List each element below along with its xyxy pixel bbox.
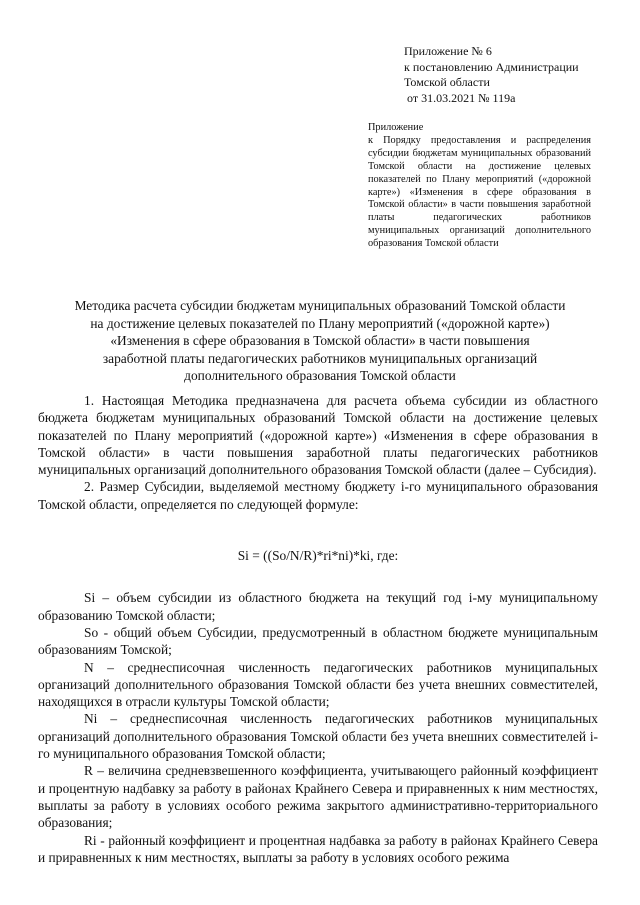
annex-header xyxy=(404,44,604,106)
annex-line: Приложение № 6 xyxy=(404,44,492,58)
definition-ri: Ri - районный коэффициент и процентная надбавка за работу в районах Крайнего Севера и приравненных к ним местностях, выплаты за работу в условиях особого режима xyxy=(38,832,598,865)
title-line: Методика расчета субсидии бюджетам муниципальных образований Томской области xyxy=(74,298,566,313)
definition-r: R – величина средневзвешенного коэффициента, учитывающего районный коэффициент и процентную надбавку за работу в районах Крайнего Севера и приравненных к ним местностях, выплаты за работу в условиях особого режима закрытого административно-территориального образования; xyxy=(38,763,598,831)
definition-so: So - общий объем Субсидии, предусмотренный в областном бюджете муниципальным образованиям Томской; xyxy=(38,624,598,658)
title-line: на достижение целевых показателей по Плану мероприятий («дорожной карте») xyxy=(90,315,550,331)
annex-line: Томской области xyxy=(404,75,490,89)
annex-line: от 31.03.2021 № 119а xyxy=(404,90,516,105)
annex-sub-text: к Порядку предоставления и распределения субсидии бюджетам муниципальных образований Томской области на достижение целевых показателей по Плану мероприятий («дорожной карте») «Изменения в сфере образования в Томской области» в части повышения заработной платы педагогических работников муниципальных организаций дополнительного образования Томской области xyxy=(368,134,591,250)
document-title xyxy=(40,297,600,385)
definition-ni: Ni – среднесписочная численность педагогических работников муниципальных организаций дополнительного образования Томской области без учета внешних совместителей i-го муниципального образования Томской области; xyxy=(38,711,598,762)
title-line: «Изменения в сфере образования в Томской области» в части повышения xyxy=(110,333,530,349)
paragraph-2: 2. Размер Субсидии, выделяемой местному бюджету i-го муниципального образования Томской области, определяется по следующей формуле: xyxy=(38,479,598,512)
formula: Si = ((So/N/R)*ri*ni)*ki, где: xyxy=(237,548,399,564)
definition-n: N – среднесписочная численность педагогических работников муниципальных организаций дополнительного образования Томской области без учета внешних совместителей, находящихся в отрасли культуры Томской области; xyxy=(38,659,598,710)
annex-sub-header xyxy=(368,122,591,251)
annex-sub-label: Приложение xyxy=(368,122,424,133)
annex-line: к постановлению Администрации xyxy=(404,59,579,74)
definition-si: Si – объем субсидии из областного бюджета на текущий год i-му муниципальному образованию Томской области; xyxy=(38,590,598,623)
title-line: заработной платы педагогических работников муниципальных организаций xyxy=(102,350,538,366)
document-body xyxy=(38,392,598,866)
title-line: дополнительного образования Томской области xyxy=(184,368,456,384)
paragraph-1: 1. Настоящая Методика предназначена для расчета объема субсидии из областного бюджета бюджетам муниципальных образований Томской области на достижение целевых показателей по Плану мероприятий («дорожной карте») «Изменения в сфере образования в Томской области» в части повышения заработной платы педагогических работников муниципальных организаций дополнительного образования Томской области (далее – Субсидия). xyxy=(38,393,598,478)
